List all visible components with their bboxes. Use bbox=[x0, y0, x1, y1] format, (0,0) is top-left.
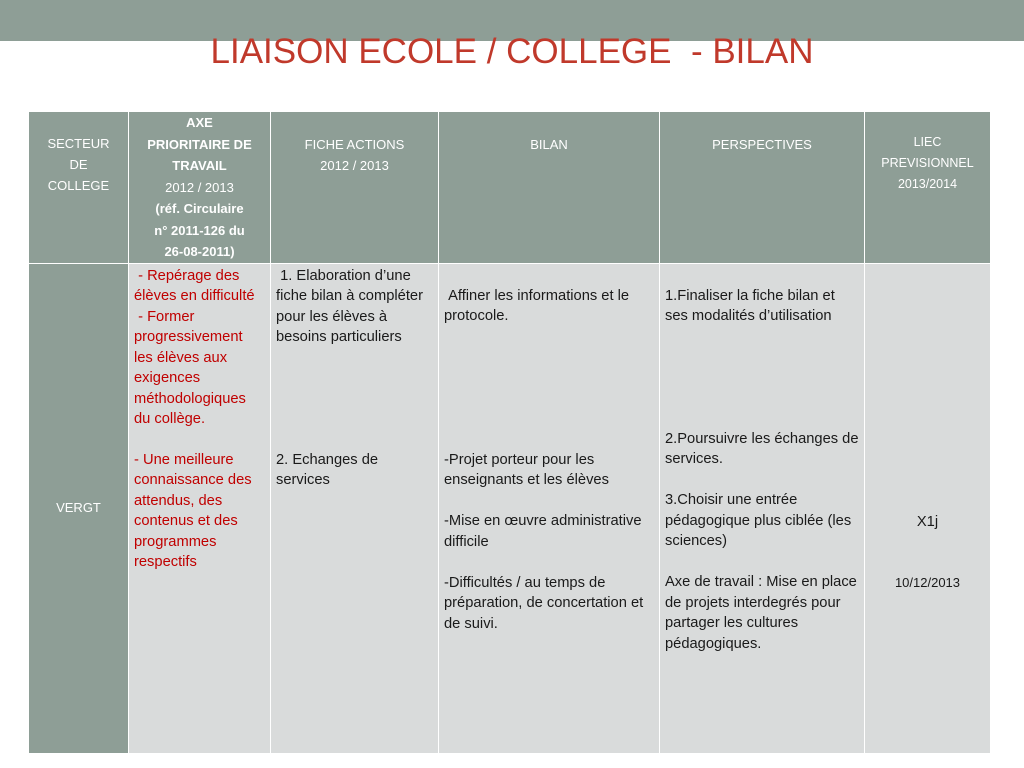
cell-fiche bbox=[271, 263, 439, 753]
header-secteur-label: SECTEUR DE COLLEGE bbox=[47, 136, 110, 193]
axe-text-a: - Repérage des élèves en difficulté - Former progressivement les élèves aux exigences méthodologiques du collège. bbox=[134, 267, 255, 427]
axe-text-b: - Une meilleure connaissance des attendus, des contenus et des programmes respectifs bbox=[134, 451, 256, 570]
secteur-value: VERGT bbox=[56, 499, 101, 515]
header-liec-label: LIEC PREVISIONNEL 2013/2014 bbox=[881, 135, 974, 191]
liec-value: X1j bbox=[916, 513, 939, 530]
bilan-text-a: Affiner les informations et le protocole. bbox=[444, 287, 634, 324]
bilan-table bbox=[28, 111, 991, 754]
cell-secteur bbox=[29, 263, 129, 753]
header-bilan bbox=[439, 112, 660, 264]
perspectives-text-a: 1.Finaliser la fiche bilan et ses modalités d’utilisation bbox=[665, 287, 839, 324]
cell-axe bbox=[129, 263, 271, 753]
header-row bbox=[29, 112, 991, 264]
cell-bilan bbox=[439, 263, 660, 753]
slide-title: LIAISON ECOLE / COLLEGE - BILAN bbox=[210, 32, 814, 71]
bilan-text-b: -Projet porteur pour les enseignants et les élèves -Mise en œuvre administrative difficile -Difficultés / au temps de préparation, de concertation et de suivi. bbox=[444, 451, 644, 632]
perspectives-text-b: 2.Poursuivre les échanges de services. 3.Choisir une entrée pédagogique plus ciblée (les sciences) Axe de travail : Mise en place de projets interdegrés pour partager les cultures pédagogiques. bbox=[665, 430, 859, 652]
cell-perspectives bbox=[660, 263, 865, 753]
header-axe-label: AXE PRIORITAIRE DE TRAVAIL bbox=[147, 115, 252, 173]
header-axe-years: 2012 / 2013 bbox=[165, 179, 234, 195]
table-row bbox=[29, 263, 991, 753]
header-liec bbox=[865, 112, 991, 264]
header-fiche-label: FICHE ACTIONS bbox=[304, 137, 405, 152]
header-axe-reference: (réf. Circulaire n° 2011-126 du 26-08-2011) bbox=[154, 201, 245, 259]
header-fiche bbox=[271, 112, 439, 264]
header-perspectives bbox=[660, 112, 865, 264]
fiche-text-b: 2. Echanges de services bbox=[276, 451, 383, 488]
header-bilan-label: BILAN bbox=[530, 137, 568, 152]
cell-liec bbox=[865, 263, 991, 753]
header-axe bbox=[129, 112, 271, 264]
liec-date: 10/12/2013 bbox=[894, 575, 961, 590]
fiche-text-a: 1. Elaboration d’une fiche bilan à compléter pour les élèves à besoins particuliers bbox=[276, 267, 428, 345]
header-secteur bbox=[29, 112, 129, 264]
header-perspectives-label: PERSPECTIVES bbox=[712, 137, 812, 152]
header-fiche-years: 2012 / 2013 bbox=[320, 158, 389, 173]
